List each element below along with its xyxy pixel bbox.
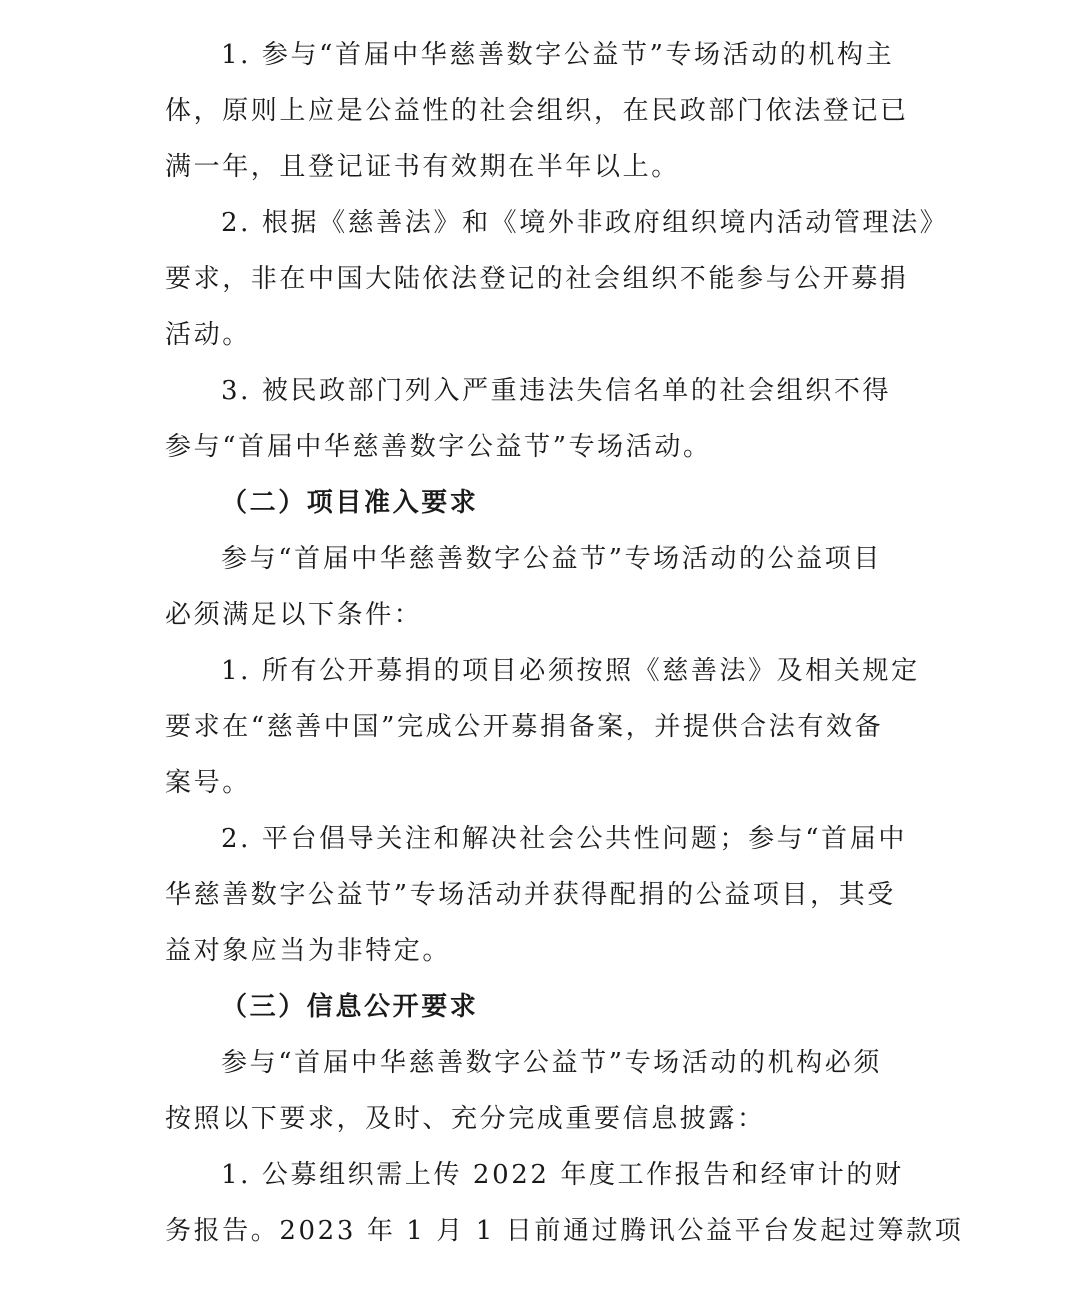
text-line: 满一年，且登记证书有效期在半年以上。 — [165, 152, 680, 182]
section-heading: （三）信息公开要求 — [221, 992, 479, 1022]
text-line: 活动。 — [165, 320, 251, 350]
text-line: 体，原则上应是公益性的社会组织，在民政部门依法登记已 — [165, 96, 909, 126]
text-line: 必须满足以下条件： — [165, 600, 423, 630]
text-line: 参与“首届中华慈善数字公益节”专场活动。 — [165, 432, 712, 462]
section-heading: （二）项目准入要求 — [221, 488, 479, 518]
text-line: 2. 平台倡导关注和解决社会公共性问题；参与“首届中 — [221, 824, 907, 854]
text-line: 1. 参与“首届中华慈善数字公益节”专场活动的机构主 — [221, 40, 895, 70]
text-line: 2. 根据《慈善法》和《境外非政府组织境内活动管理法》 — [221, 208, 949, 238]
text-line: 务报告。2023 年 1 月 1 日前通过腾讯公益平台发起过筹款项 — [165, 1216, 964, 1246]
text-line: 3. 被民政部门列入严重违法失信名单的社会组织不得 — [221, 376, 892, 406]
text-line: 益对象应当为非特定。 — [165, 936, 452, 966]
text-line: 华慈善数字公益节”专场活动并获得配捐的公益项目，其受 — [165, 880, 896, 910]
text-line: 案号。 — [165, 768, 251, 798]
text-line: 1. 公募组织需上传 2022 年度工作报告和经审计的财 — [221, 1160, 904, 1190]
text-line: 要求在“慈善中国”完成公开募捐备案，并提供合法有效备 — [165, 712, 884, 742]
text-line: 要求，非在中国大陆依法登记的社会组织不能参与公开募捐 — [165, 264, 909, 294]
text-line: 按照以下要求，及时、充分完成重要信息披露： — [165, 1104, 766, 1134]
text-line: 1. 所有公开募捐的项目必须按照《慈善法》及相关规定 — [221, 656, 920, 686]
text-line: 参与“首届中华慈善数字公益节”专场活动的公益项目 — [221, 544, 882, 574]
text-line: 参与“首届中华慈善数字公益节”专场活动的机构必须 — [221, 1048, 882, 1078]
